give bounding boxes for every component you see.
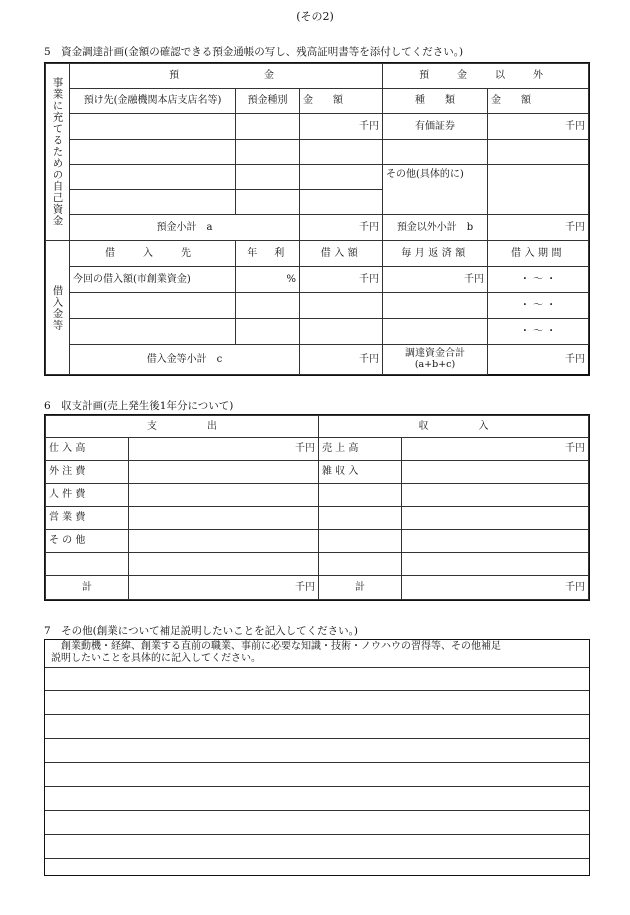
expense-amount-field[interactable] xyxy=(129,461,319,484)
income-total-label: 計 xyxy=(319,576,402,600)
bank-name-field[interactable] xyxy=(70,165,236,190)
lender-column-header: 借 入 先 xyxy=(70,241,236,267)
monthly-repayment-column-header: 毎月返済額 xyxy=(383,241,488,267)
expense-amount-field[interactable] xyxy=(129,530,319,553)
notes-line[interactable] xyxy=(45,810,589,834)
deposit-amount-field[interactable] xyxy=(300,165,383,190)
notes-line[interactable] xyxy=(45,714,589,738)
kind-column-header: 種 類 xyxy=(383,89,488,114)
income-item-field[interactable] xyxy=(319,507,402,530)
securities-label: 有価証券 xyxy=(383,114,488,140)
loans-group-label: 借入金等 xyxy=(46,241,70,375)
loan-amount-field[interactable] xyxy=(300,319,383,345)
securities-amount-field[interactable]: 千円 xyxy=(488,114,589,140)
deposit-type-field[interactable] xyxy=(236,190,300,215)
grand-total-label xyxy=(383,345,488,375)
income-amount-field[interactable] xyxy=(402,530,589,553)
notes-line[interactable] xyxy=(45,786,589,810)
income-item-field[interactable] xyxy=(319,484,402,507)
bank-name-field[interactable] xyxy=(70,190,236,215)
income-item-field[interactable] xyxy=(319,553,402,576)
non-deposit-subtotal-label: 預金以外小計 b xyxy=(383,215,488,241)
expense-amount-field[interactable] xyxy=(129,507,319,530)
page-number-label: (その2) xyxy=(296,10,334,23)
bank-name-field[interactable] xyxy=(70,140,236,165)
expense-item-label: 営 業 費 xyxy=(46,507,129,530)
lender-field[interactable] xyxy=(70,293,236,319)
monthly-repayment-field[interactable] xyxy=(383,319,488,345)
income-amount-field[interactable] xyxy=(402,461,589,484)
notes-instruction xyxy=(45,640,589,665)
expense-amount-field[interactable] xyxy=(129,553,319,576)
notes-instruction-line2: 説明したいことを具体的に記入してください。 xyxy=(51,653,261,664)
loan-period-field[interactable]: ・ 〜 ・ xyxy=(488,319,589,345)
income-amount-field[interactable]: 千円 xyxy=(402,438,589,461)
loan-period-column-header: 借入期間 xyxy=(488,241,589,267)
deposit-type-field[interactable] xyxy=(236,165,300,190)
non-deposit-amount-field[interactable] xyxy=(488,140,589,165)
expense-total-field[interactable]: 千円 xyxy=(129,576,319,600)
notes-instruction-line1: 創業動機・経緯、創業する直前の職業、事前に必要な知識・技術・ノウハウの習得等、その他補足 xyxy=(61,641,501,652)
income-item-label: 雑 収 入 xyxy=(319,461,402,484)
income-amount-field[interactable] xyxy=(402,553,589,576)
kind-field[interactable] xyxy=(383,140,488,165)
income-expense-table xyxy=(44,414,590,601)
expense-item-label: 人 件 費 xyxy=(46,484,129,507)
notes-line[interactable] xyxy=(45,834,589,858)
own-funds-group-label: 事業に充てるための自己資金 xyxy=(46,64,70,241)
deposit-subtotal-field[interactable]: 千円 xyxy=(300,215,383,241)
loan-amount-field[interactable]: 千円 xyxy=(300,267,383,293)
non-deposit-amount-column-header: 金 額 xyxy=(488,89,589,114)
non-deposit-header: 預 金 以 外 xyxy=(383,64,589,89)
expense-total-label: 計 xyxy=(46,576,129,600)
expense-item-field[interactable] xyxy=(46,553,129,576)
deposit-type-column-header: 預金種別 xyxy=(236,89,300,114)
other-specific-field[interactable]: その他(具体的に) xyxy=(383,165,488,215)
grand-total-field[interactable]: 千円 xyxy=(488,345,589,375)
city-loan-label: 今回の借入額(市創業資金) xyxy=(70,267,236,293)
income-item-label: 売 上 高 xyxy=(319,438,402,461)
other-amount-field[interactable] xyxy=(488,165,589,215)
notes-box[interactable] xyxy=(44,639,590,876)
loan-amount-column-header: 借入額 xyxy=(300,241,383,267)
income-total-field[interactable]: 千円 xyxy=(402,576,589,600)
loan-subtotal-field[interactable]: 千円 xyxy=(300,345,383,375)
expense-amount-field[interactable]: 千円 xyxy=(129,438,319,461)
deposit-amount-field[interactable] xyxy=(300,190,383,215)
expense-item-label: 外 注 費 xyxy=(46,461,129,484)
loan-amount-field[interactable] xyxy=(300,293,383,319)
expenses-header: 支 出 xyxy=(46,416,319,438)
deposit-header: 預 金 xyxy=(70,64,383,89)
expense-amount-field[interactable] xyxy=(129,484,319,507)
notes-line[interactable] xyxy=(45,667,589,690)
monthly-repayment-field[interactable] xyxy=(383,293,488,319)
notes-writing-lines[interactable] xyxy=(45,667,589,882)
notes-line[interactable] xyxy=(45,858,589,882)
section7-heading: 7 その他(創業について補足説明したいことを記入してください。) xyxy=(44,625,358,637)
income-item-field[interactable] xyxy=(319,530,402,553)
amount-column-header: 金 額 xyxy=(300,89,383,114)
section5-heading: 5 資金調達計画(金額の確認できる預金通帳の写し、残高証明書等を添付してください。) xyxy=(44,46,464,58)
rate-field[interactable] xyxy=(236,293,300,319)
rate-column-header: 年 利 xyxy=(236,241,300,267)
expense-item-label: 仕 入 高 xyxy=(46,438,129,461)
bank-column-header: 預け先(金融機関本店支店名等) xyxy=(70,89,236,114)
deposit-amount-field[interactable]: 千円 xyxy=(300,114,383,140)
notes-line[interactable] xyxy=(45,690,589,714)
notes-line[interactable] xyxy=(45,762,589,786)
section6-heading: 6 収支計画(売上発生後1年分について) xyxy=(44,400,234,412)
monthly-repayment-field[interactable]: 千円 xyxy=(383,267,488,293)
deposit-amount-field[interactable] xyxy=(300,140,383,165)
deposit-type-field[interactable] xyxy=(236,140,300,165)
notes-line[interactable] xyxy=(45,738,589,762)
rate-field[interactable]: % xyxy=(236,267,300,293)
funding-plan-table xyxy=(44,62,590,376)
grand-total-title: 調達資金合計 xyxy=(405,348,466,360)
rate-field[interactable] xyxy=(236,319,300,345)
loan-period-field[interactable]: ・ 〜 ・ xyxy=(488,267,589,293)
grand-total-formula: (a+b+c) xyxy=(414,358,456,370)
expense-item-label: そ の 他 xyxy=(46,530,129,553)
deposit-type-field[interactable] xyxy=(236,114,300,140)
bank-name-field[interactable] xyxy=(70,114,236,140)
income-header: 収 入 xyxy=(319,416,589,438)
deposit-subtotal-label: 預金小計 a xyxy=(70,215,300,241)
lender-field[interactable] xyxy=(70,319,236,345)
loan-subtotal-label: 借入金等小計 c xyxy=(70,345,300,375)
income-amount-field[interactable] xyxy=(402,484,589,507)
non-deposit-subtotal-field[interactable]: 千円 xyxy=(488,215,589,241)
loan-period-field[interactable]: ・ 〜 ・ xyxy=(488,293,589,319)
income-amount-field[interactable] xyxy=(402,507,589,530)
